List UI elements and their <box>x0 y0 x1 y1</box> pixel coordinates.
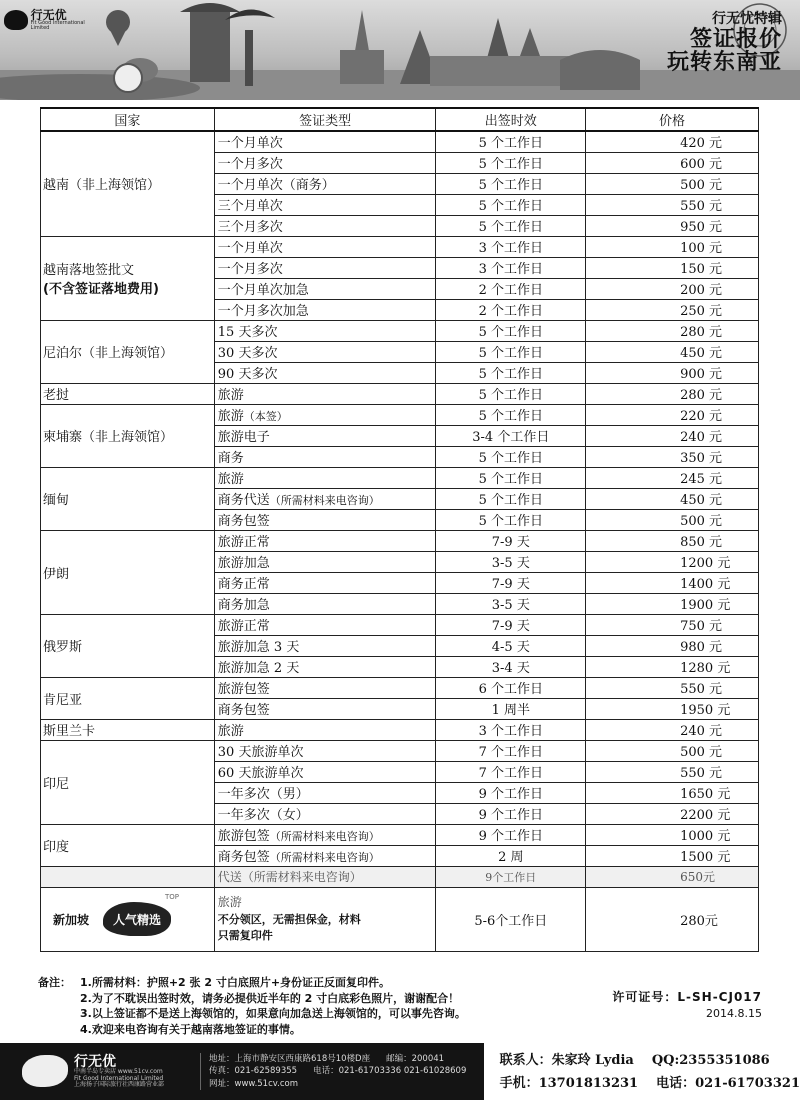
processing-time-cell: 5 个工作日 <box>436 152 586 173</box>
table-row <box>41 131 759 152</box>
contact-qq: QQ:2355351086 <box>651 1053 770 1068</box>
price-cell: 100 元 <box>586 236 759 257</box>
remarks-section <box>38 975 598 1037</box>
country-name: 新加坡 <box>53 912 90 927</box>
processing-time-cell: 2 个工作日 <box>436 299 586 320</box>
price-cell: 240 元 <box>586 719 759 740</box>
processing-time-cell: 9 个工作日 <box>436 824 586 845</box>
table-row <box>41 404 759 425</box>
price-cell: 600 元 <box>586 152 759 173</box>
visa-type-text: 旅游 <box>217 388 244 403</box>
visa-type-text: 一年多次（女） <box>217 808 309 823</box>
processing-time-cell: 5 个工作日 <box>436 320 586 341</box>
footer-brand-name: 行无优 <box>74 1053 116 1070</box>
visa-type-text: 60 天旅游单次 <box>217 766 304 781</box>
visa-condition-line-1: 不分领区，无需担保金，材料 <box>217 912 361 926</box>
price-cell: 1650 元 <box>586 782 759 803</box>
price-cell: 500 元 <box>586 740 759 761</box>
visa-type-cell <box>214 194 436 215</box>
country-name: 伊朗 <box>43 566 70 582</box>
visa-type-cell <box>214 845 436 866</box>
visa-type-text: 商务包签 <box>217 850 270 865</box>
visa-type-cell <box>214 215 436 236</box>
country-name: 印尼 <box>43 776 70 792</box>
price-cell: 850 元 <box>586 530 759 551</box>
visa-type-cell <box>214 383 436 404</box>
country-cell <box>41 530 215 614</box>
processing-time-cell: 5 个工作日 <box>436 488 586 509</box>
price-cell: 550 元 <box>586 677 759 698</box>
header-price: 价格 <box>586 108 759 131</box>
table-row <box>41 614 759 635</box>
table-row <box>41 320 759 341</box>
price-cell: 650元 <box>586 866 759 887</box>
horse-logo-icon <box>22 1055 68 1087</box>
processing-time-cell: 9 个工作日 <box>436 803 586 824</box>
country-cell <box>41 383 215 404</box>
visa-type-text: 一个月单次 <box>217 241 283 256</box>
visa-type-text: 旅游包签 <box>217 829 270 844</box>
price-cell: 550 元 <box>586 194 759 215</box>
price-cell: 245 元 <box>586 467 759 488</box>
footer-brand-panel <box>0 1043 484 1100</box>
visa-type-text: 一个月多次 <box>217 157 283 172</box>
visa-type-text: 商务正常 <box>217 577 270 592</box>
visa-type-cell <box>214 341 436 362</box>
license-number: 许可证号：L-SH-CJ017 <box>612 990 762 1004</box>
visa-type-text: 一个月单次 <box>217 136 283 152</box>
issue-date: 2014.8.15 <box>706 1007 762 1020</box>
country-cell <box>41 866 215 887</box>
country-cell <box>41 719 215 740</box>
processing-time-cell: 5 个工作日 <box>436 215 586 236</box>
header-visa-type: 签证类型 <box>214 108 436 131</box>
processing-time-cell: 5 个工作日 <box>436 404 586 425</box>
promo-line-1: 行无忧特辑 <box>712 11 782 27</box>
visa-type-cell: 代送（所需材料来电咨询） <box>214 866 436 887</box>
visa-type-text: 商务包签 <box>217 514 270 529</box>
remark-item-1: 1.所需材料：护照+2 张 2 寸白底照片+身份证正反面复印件。 <box>80 976 391 989</box>
logo-english-name: Fit Good International Limited <box>30 20 85 31</box>
country-cell <box>41 614 215 677</box>
price-cell: 200 元 <box>586 278 759 299</box>
processing-time-cell: 7-9 天 <box>436 530 586 551</box>
visa-type-cell <box>214 425 436 446</box>
visa-type-cell <box>214 551 436 572</box>
country-name: 越南（非上海领馆） <box>43 178 161 194</box>
price-cell: 240 元 <box>586 425 759 446</box>
visa-type-text: 30 天旅游单次 <box>217 745 304 760</box>
processing-time-cell: 5 个工作日 <box>436 131 586 152</box>
processing-time-cell: 7-9 天 <box>436 614 586 635</box>
price-cell: 550 元 <box>586 761 759 782</box>
price-cell: 980 元 <box>586 635 759 656</box>
visa-type-cell <box>214 152 436 173</box>
visa-type-cell <box>214 740 436 761</box>
agent-delivery-row <box>41 866 759 887</box>
visa-type-text: 旅游 <box>217 724 244 739</box>
promo-line-2: 签证报价 <box>689 27 782 52</box>
table-row <box>41 740 759 761</box>
visa-type-text: 商务包签 <box>217 703 270 718</box>
visa-type-cell <box>214 698 436 719</box>
visa-type-note: （本签） <box>243 410 288 423</box>
price-cell: 150 元 <box>586 257 759 278</box>
promo-line-3: 玩转东南亚 <box>666 50 782 76</box>
processing-time-cell: 3-5 天 <box>436 593 586 614</box>
price-cell: 280 元 <box>586 320 759 341</box>
visa-type-text: 旅游电子 <box>217 430 270 445</box>
price-cell: 1500 元 <box>586 845 759 866</box>
horse-logo-icon <box>4 10 28 30</box>
visa-type-cell <box>214 824 436 845</box>
table-row <box>41 530 759 551</box>
visa-price-table <box>40 107 759 952</box>
footer-postcode: 邮编：200041 <box>386 1053 445 1064</box>
price-cell: 350 元 <box>586 446 759 467</box>
visa-type-cell <box>214 782 436 803</box>
processing-time-cell: 7 个工作日 <box>436 740 586 761</box>
table-row <box>41 236 759 257</box>
processing-time-cell: 5 个工作日 <box>436 467 586 488</box>
country-name: 柬埔寨（非上海领馆） <box>43 430 174 445</box>
processing-time-cell: 3-4 个工作日 <box>436 425 586 446</box>
visa-type-cell <box>214 719 436 740</box>
visa-type-cell <box>214 278 436 299</box>
visa-type-text: 商务加急 <box>217 598 270 613</box>
price-cell: 2200 元 <box>586 803 759 824</box>
visa-type-cell <box>214 761 436 782</box>
table-row <box>41 383 759 404</box>
visa-type-text: 旅游正常 <box>217 535 270 550</box>
processing-time-cell: 3-5 天 <box>436 551 586 572</box>
price-cell: 1280 元 <box>586 656 759 677</box>
visa-type-text: 一个月单次（商务） <box>217 178 335 193</box>
visa-type-cell <box>214 257 436 278</box>
remark-item-4: 4.欢迎来电咨询有关于越南落地签证的事情。 <box>80 1022 301 1036</box>
footer-fax: 传真：021-62589355 <box>209 1066 298 1077</box>
visa-type-text: 一个月单次加急 <box>217 283 309 298</box>
price-cell: 1900 元 <box>586 593 759 614</box>
price-cell: 900 元 <box>586 362 759 383</box>
visa-type-cell <box>214 236 436 257</box>
price-cell: 1950 元 <box>586 698 759 719</box>
visa-type-cell <box>214 299 436 320</box>
visa-type-text: 15 天多次 <box>217 325 278 340</box>
processing-time-cell: 9 个工作日 <box>436 782 586 803</box>
country-name: 缅甸 <box>43 493 70 508</box>
contact-person: 联系人：朱家玲 Lydia <box>499 1053 634 1068</box>
visa-type-text: 旅游加急 2 天 <box>217 661 300 676</box>
singapore-row <box>41 887 759 951</box>
badge-top-label: TOP <box>165 893 180 901</box>
processing-time-cell: 3 个工作日 <box>436 257 586 278</box>
country-cell <box>41 131 215 236</box>
price-cell: 280元 <box>586 887 759 951</box>
processing-time-cell: 2 周 <box>436 845 586 866</box>
visa-type-text: 一个月多次 <box>217 262 283 277</box>
visa-type-text: 旅游 <box>217 409 244 424</box>
badge-label: 人气精选 <box>113 912 162 927</box>
visa-type-text: 90 天多次 <box>217 367 278 382</box>
visa-type-cell <box>214 173 436 194</box>
processing-time-cell: 5 个工作日 <box>436 194 586 215</box>
country-name: 俄罗斯 <box>43 640 83 655</box>
visa-type-cell <box>214 509 436 530</box>
visa-condition-line-2: 只需复印件 <box>217 928 273 942</box>
processing-time-cell: 5 个工作日 <box>436 446 586 467</box>
visa-type-cell <box>214 362 436 383</box>
price-cell: 1400 元 <box>586 572 759 593</box>
processing-time-cell: 5 个工作日 <box>436 341 586 362</box>
processing-time-cell: 5 个工作日 <box>436 509 586 530</box>
country-cell <box>41 740 215 824</box>
visa-type-cell <box>214 467 436 488</box>
visa-type-cell <box>214 656 436 677</box>
visa-type-text: 旅游包签 <box>217 682 270 697</box>
footer-brand-sub: 中南半岛专卖店 www.51cv.com <box>74 1068 163 1076</box>
visa-type-text: 一个月多次加急 <box>217 304 309 319</box>
visa-type-text: 旅游 <box>217 895 242 910</box>
header-banner <box>0 0 800 100</box>
contact-mobile: 手机：13701813231 <box>499 1076 639 1091</box>
visa-type-cell <box>214 803 436 824</box>
processing-time-cell: 2 个工作日 <box>436 278 586 299</box>
processing-time-cell: 7-9 天 <box>436 572 586 593</box>
country-cell <box>41 824 215 866</box>
footer <box>0 1043 800 1100</box>
footer-brand-branch: 上海扬子国际旅行社西康路营业部 <box>74 1080 165 1088</box>
price-cell: 1200 元 <box>586 551 759 572</box>
visa-type-cell <box>214 404 436 425</box>
price-cell: 250 元 <box>586 299 759 320</box>
country-cell <box>41 677 215 719</box>
visa-type-cell <box>214 572 436 593</box>
visa-type-cell <box>214 593 436 614</box>
country-cell <box>41 887 215 951</box>
remark-item-2: 2.为了不耽误出签时效，请务必提供近半年的 2 寸白底彩色照片，谢谢配合！ <box>80 991 460 1005</box>
footer-contact-panel <box>484 1043 800 1100</box>
visa-type-cell <box>214 614 436 635</box>
country-name: 印度 <box>43 839 70 855</box>
price-cell: 450 元 <box>586 341 759 362</box>
price-cell: 280 元 <box>586 383 759 404</box>
footer-phones: 电话：021-61703336 021-61028609 <box>313 1066 467 1077</box>
promo-title <box>667 8 782 74</box>
visa-type-cell <box>214 635 436 656</box>
visa-type-cell <box>214 446 436 467</box>
visa-type-cell <box>214 530 436 551</box>
table-row <box>41 824 759 845</box>
footer-address: 地址：上海市静安区西康路618号10楼D座 <box>209 1053 371 1064</box>
price-cell: 220 元 <box>586 404 759 425</box>
processing-time-cell: 6 个工作日 <box>436 677 586 698</box>
processing-time-cell: 1 周半 <box>436 698 586 719</box>
processing-time-cell: 7 个工作日 <box>436 761 586 782</box>
country-cell <box>41 404 215 467</box>
header-processing-time: 出签时效 <box>436 108 586 131</box>
table-row <box>41 467 759 488</box>
visa-type-cell <box>214 887 436 951</box>
processing-time-cell: 5-6个工作日 <box>436 887 586 951</box>
price-cell: 950 元 <box>586 215 759 236</box>
visa-type-cell <box>214 488 436 509</box>
visa-type-note: （所需材料来电咨询） <box>269 851 380 864</box>
visa-type-text: 30 天多次 <box>217 346 278 361</box>
visa-type-text: 旅游加急 3 天 <box>217 640 300 655</box>
country-name: 尼泊尔（非上海领馆） <box>43 346 174 361</box>
table-row <box>41 677 759 698</box>
remarks-label: 备注： <box>38 976 71 989</box>
processing-time-cell: 9个工作日 <box>436 866 586 887</box>
country-name: 老挝 <box>43 388 70 403</box>
country-cell <box>41 467 215 530</box>
visa-type-text: 商务代送 <box>217 493 270 508</box>
visa-type-note: （所需材料来电咨询） <box>269 494 380 507</box>
header-country: 国家 <box>41 108 215 131</box>
visa-type-text: 三个月单次 <box>217 199 283 214</box>
processing-time-cell: 5 个工作日 <box>436 173 586 194</box>
visa-type-text: 一年多次（男） <box>217 787 309 802</box>
popular-pick-badge <box>103 893 180 936</box>
price-cell: 500 元 <box>586 509 759 530</box>
visa-type-text: 旅游加急 <box>217 556 270 571</box>
processing-time-cell: 4-5 天 <box>436 635 586 656</box>
country-cell <box>41 320 215 383</box>
country-name: 斯里兰卡 <box>43 724 96 739</box>
country-name: 越南落地签批文 <box>43 263 135 278</box>
price-cell: 450 元 <box>586 488 759 509</box>
footer-address-block <box>200 1053 466 1091</box>
processing-time-cell: 5 个工作日 <box>436 362 586 383</box>
contact-tel: 电话：021-61703321 <box>656 1076 800 1091</box>
visa-type-text: 商务 <box>217 451 244 466</box>
footer-website[interactable]: 网址：www.51cv.com <box>209 1078 298 1089</box>
remark-item-3: 3.以上签证都不是送上海领馆的，如果意向加急送上海领馆的，可以事先咨询。 <box>80 1007 466 1020</box>
visa-type-note: （所需材料来电咨询） <box>269 830 380 843</box>
price-cell: 500 元 <box>586 173 759 194</box>
price-cell: 420 元 <box>586 131 759 152</box>
country-note: (不含签证落地费用) <box>43 282 159 297</box>
country-cell <box>41 236 215 320</box>
footer-brand-english: Fit Good International Limited <box>74 1074 164 1082</box>
brand-logo <box>4 6 104 34</box>
processing-time-cell: 3-4 天 <box>436 656 586 677</box>
logo-brand-name: 行无优 <box>30 8 67 22</box>
visa-type-cell <box>214 131 436 152</box>
processing-time-cell: 3 个工作日 <box>436 236 586 257</box>
processing-time-cell: 3 个工作日 <box>436 719 586 740</box>
price-cell: 750 元 <box>586 614 759 635</box>
country-name: 肯尼亚 <box>43 692 83 708</box>
visa-type-text: 旅游正常 <box>217 619 270 634</box>
table-header-row <box>41 108 759 131</box>
visa-type-text: 旅游 <box>217 472 244 487</box>
visa-type-text: 三个月多次 <box>217 220 283 235</box>
visa-type-cell <box>214 320 436 341</box>
table-row <box>41 719 759 740</box>
visa-type-cell <box>214 677 436 698</box>
processing-time-cell: 5 个工作日 <box>436 383 586 404</box>
price-cell: 1000 元 <box>586 824 759 845</box>
